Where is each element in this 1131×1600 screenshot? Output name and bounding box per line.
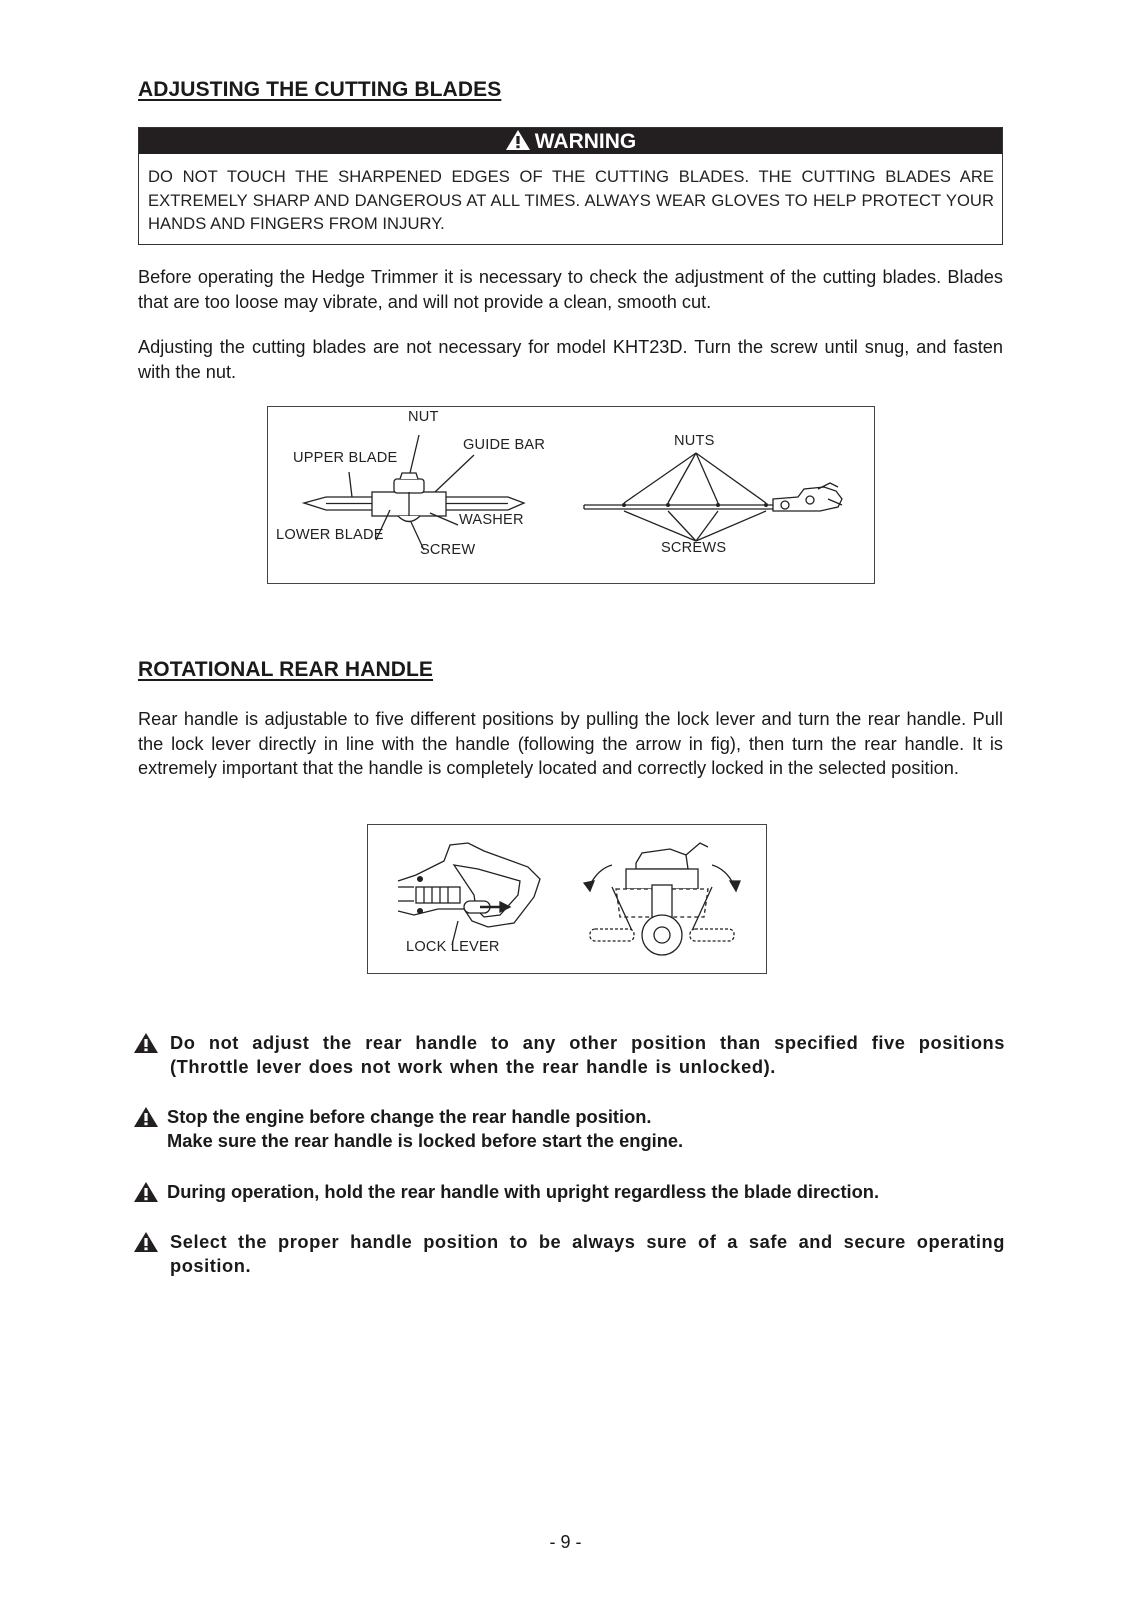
paragraph-rear-handle: Rear handle is adjustable to five different positions by pulling the lock lever and turn the rear handle. Pull the lock lever directly in line with the handle (following the arrow in fig), then turn the rear handle. It is extremely important that the handle is completely located and correctly locked in the selected position. bbox=[138, 709, 1003, 779]
warning-icon bbox=[133, 1106, 159, 1128]
label-lower-blade: LOWER BLADE bbox=[276, 527, 384, 543]
section-heading-adjusting-blades: ADJUSTING THE CUTTING BLADES bbox=[138, 78, 502, 101]
note-text: Do not adjust the rear handle to any other position than specified five positions (Throttle lever does not work when the rear handle is unlocked). bbox=[170, 1032, 1005, 1077]
note-text: Select the proper handle position to be always sure of a safe and secure operating position. bbox=[170, 1231, 1005, 1276]
section-heading-rear-handle: ROTATIONAL REAR HANDLE bbox=[138, 658, 434, 681]
label-nut: NUT bbox=[408, 409, 439, 425]
warning-icon bbox=[133, 1181, 159, 1203]
label-washer: WASHER bbox=[459, 512, 524, 528]
note-text: Make sure the rear handle is locked before start the engine. bbox=[167, 1129, 684, 1151]
label-guide-bar: GUIDE BAR bbox=[463, 437, 546, 453]
note-hold-upright bbox=[133, 1180, 1005, 1204]
blade-assembly-figure bbox=[267, 406, 875, 584]
label-screws: SCREWS bbox=[661, 540, 727, 556]
rear-handle-figure bbox=[367, 824, 767, 974]
warning-icon bbox=[133, 1032, 159, 1054]
warning-icon bbox=[133, 1231, 159, 1253]
warning-title: WARNING bbox=[534, 130, 637, 153]
warning-box bbox=[138, 127, 1003, 245]
note-stop-engine bbox=[133, 1105, 1005, 1152]
warning-icon bbox=[505, 129, 531, 151]
paragraph-kht23d: Adjusting the cutting blades are not necessary for model KHT23D. Turn the screw until snug, and fasten with the nut. bbox=[138, 337, 1003, 382]
paragraph-check-adjustment: Before operating the Hedge Trimmer it is necessary to check the adjustment of the cutting blades. Blades that are too loose may vibrate, and will not provide a clean, smooth cut. bbox=[138, 267, 1003, 312]
note-text: Stop the engine before change the rear handle position. bbox=[167, 1106, 652, 1127]
blade-assembly-drawing bbox=[268, 407, 874, 583]
note-text: During operation, hold the rear handle with upright regardless the blade direction. bbox=[167, 1181, 880, 1202]
label-lock-lever: LOCK LEVER bbox=[406, 939, 500, 955]
note-proper-position bbox=[133, 1230, 1005, 1277]
note-five-positions bbox=[133, 1031, 1005, 1078]
warning-text: DO NOT TOUCH THE SHARPENED EDGES OF THE CUTTING BLADES. THE CUTTING BLADES ARE EXTREMELY SHARP AND DANGEROUS AT ALL TIMES. ALWAYS WEAR GLOVES TO HELP PROTECT YOUR HANDS AND FINGERS FROM INJURY. bbox=[148, 167, 994, 233]
label-nuts: NUTS bbox=[674, 433, 715, 449]
label-screw: SCREW bbox=[420, 542, 476, 558]
page-number: - 9 - bbox=[549, 1532, 582, 1552]
warning-title-bar bbox=[139, 128, 1002, 154]
label-upper-blade: UPPER BLADE bbox=[293, 450, 398, 466]
